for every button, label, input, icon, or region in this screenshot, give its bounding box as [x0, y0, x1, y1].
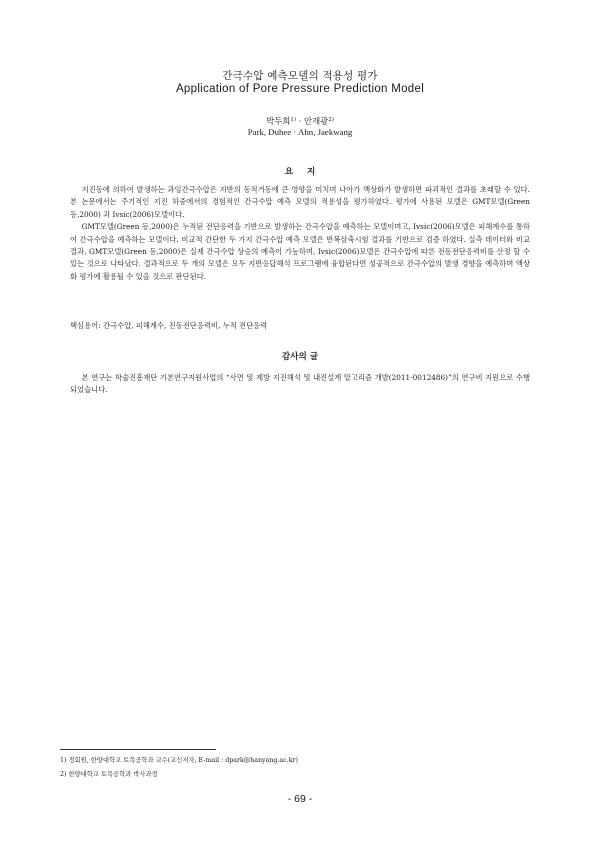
abstract-heading: 요지 — [284, 167, 330, 177]
author-2-footnote-mark: 2) — [328, 117, 334, 123]
footnote-1: 1) 정회원, 한양대학교 토목공학과 교수(교신저자, E-mail : dpark@hanyang.ac.kr) — [60, 757, 298, 764]
title-english: Application of Pore Pressure Prediction Model — [175, 83, 425, 95]
acknowledgement-heading: 감사의 글 — [281, 352, 319, 362]
footnote-2: 2) 한양대학교 토목공학과 박사과정 — [60, 771, 158, 778]
acknowledgement-body — [70, 372, 530, 397]
footnotes — [60, 754, 530, 782]
author-1-name: 박두희 — [266, 116, 291, 126]
keywords: 핵심용어: 간극수압, 피해계수, 진동전단응력비, 누적 전단응력 — [70, 321, 268, 330]
acknowledgement-paragraph: 본 연구는 학술진흥재단 기본연구지원사업의 “사면 및 제방 지진해석 및 내진설계 알고리즘 개발(2011-0012486)”의 연구비 지원으로 수행되었습니다. — [70, 373, 530, 395]
abstract-paragraph: 지진동에 의하여 발생하는 과잉간극수압은 지반의 동적거동에 큰 영향을 미치며 나아가 액상화가 발생하면 파괴적인 결과를 초래할 수 있다. 본 논문에서는 주기적인 지진 하중에서의 경험적인 간극수압 예측 모델의 적용성을 평가하였다. 평가에 사용된 모델은 GMT모델(Green 등,2000) 과 Ivsic(2006)모델이다. — [70, 185, 530, 219]
footnote-divider — [60, 749, 216, 750]
abstract-paragraph: GMT모델(Green 등,2000)은 누적된 전단응력을 기반으로 발생하는 간극수압을 예측하는 모델이며고, Ivsic(2006)모델은 피해계수를 통하여 간극수압을 예측하는 모델이다. 비교적 간단한 두 가지 간극수압 예측 모델은 반복삼축시험 결과를 기반으로 검증 하였다. 실측 데이터와 비교결과, GMT모델(Green 등,2000)은 실제 간극수압 상승의 예측이 가능하며, Ivsic(2006)모델은 간극수압에 따른 전동전단응력비를 산정 할 수 있는 것으로 나타났다. 결과적으로 두 개의 모델은 모두 지반응답해석 프로그램에 융합된다면 성공적으로 간극수압의 발생 경향을 예측하며 액상화 평가에 활용될 수 있을 것으로 판단된다. — [70, 222, 530, 281]
author-1-footnote-mark: 1) — [290, 117, 296, 123]
authors-english: Park, Duhee · Ahn, Jaekwang — [247, 127, 353, 137]
authors-korean — [0, 115, 600, 127]
abstract-body — [70, 184, 530, 283]
author-2-name: 안재광 — [304, 116, 329, 126]
title-korean: 간극수압 예측모델의 적용성 평가 — [222, 70, 378, 82]
page-number: - 69 - — [287, 793, 313, 805]
author-separator: · — [296, 116, 304, 126]
